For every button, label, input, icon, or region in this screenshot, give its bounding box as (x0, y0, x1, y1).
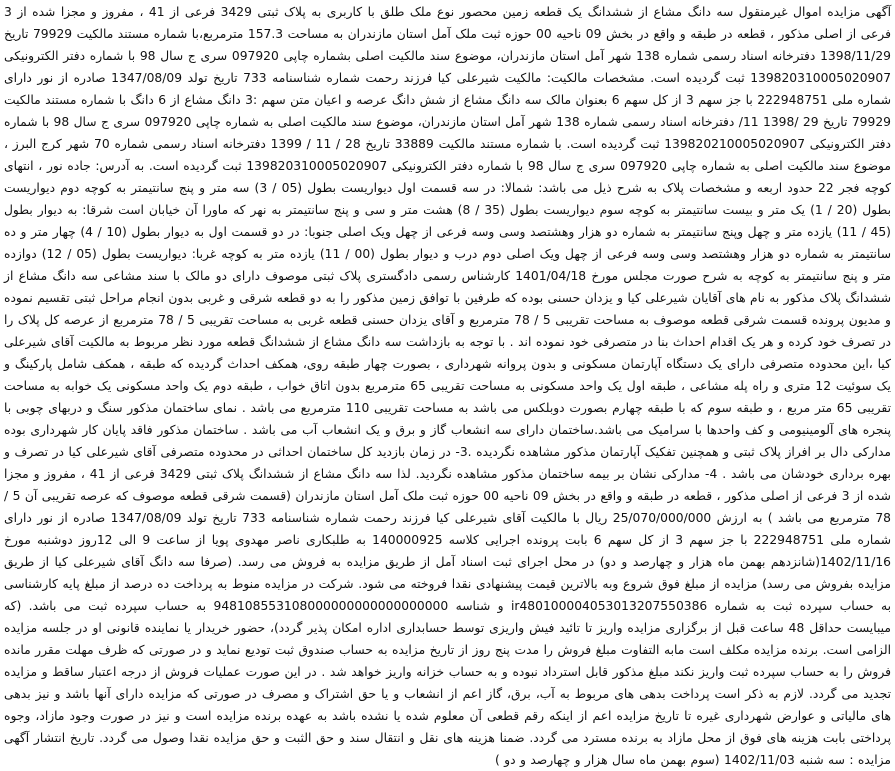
auction-notice-text: آگهی مزایده اموال غیرمنقول سه دانگ مشاع از ششدانگ یک قطعه زمین محصور نوع ملک طلق با کاربری به پلاک ثبتی 3429 فرعی از 41 ، مفروز و مجزا شده از 3 فرعی از اصلی مذکور ، قطعه در طبقه و واقع در بخش 09 ناحیه 00 حوزه ثبت ملک آمل استان مازندران به مساحت 157.3 مترمربع،با شماره مستند مالکیت 79929 تاریخ 1398/11/29 دفترخانه اسناد رسمی شماره 138 شهر آمل استان مازندران، موضوع سند مالکیت اصلی بشماره چاپی 097920 سری ج سال 98 با شماره دفتر الکترونیکی 139820310005020907 ثبت گردیده است. مشخصات مالکیت: مالکیت شیرعلی کیا فرزند رحمت شماره شناسنامه 733 تاریخ تولد 1347/08/09 صادره از نور دارای شماره ملی 222948751 با جز سهم 3 از کل سهم 6 بعنوان مالک سه دانگ مشاع از شش دانگ عرصه و اعیان متن سهم :3 دانگ مشاع از 6 دانگ با شماره مستند مالکیت 79929 تاریخ 29 /1398 11/ دفترخانه اسناد رسمی شماره 138 شهر آمل استان مازندران، موضوع سند مالکیت اصلی به شماره چاپی 097920 سری ج سال 98 با شماره دفتر الکترونیکی 139820210005020907 ثبت گردیده است. با شماره مستند مالکیت 33889 تاریخ 28 / 11 / 1399 دفترخانه اسناد رسمی شماره 70 شهر کرج البرز ، موضوع سند مالکیت اصلی به شماره چاپی 097920 سری ج سال 98 با شماره دفتر الکترونیکی 139820310005020907 ثبت گردیده است. به آدرس: جاده نور ، انتهای کوچه فجر 22 حدود اربعه و مشخصات پلاک به شرح ذیل می باشد: شمالا: در سه قسمت اول دیواریست بطول (05 / 3) سه متر و پنج سانتیمتر به کوچه دوم دیواریست بطول (20 / 1) یک متر و بیست سانتیمتر به کوچه سوم دیواریست بطول (35 / 8) هشت متر و سی و پنج سانتیمتر به نهر که ماورا آن خیابان است شرقا: به دیوار بطول (45 / 11) یازده متر و چهل وپنج سانتیمتر به شماره دو هزار وهشتصد وسی وسه فرعی از چهل ویک اصلی جنوبا: در دو قسمت اول به دیوار بطول (10 / 4) چهار متر و ده سانتیمتر به شماره دو هزار وهشتصد وسی وسه فرعی از چهل ویک اصلی دوم درب و دیوار بطول (00 / 11) یازده متر به کوچه غربا: دیواریست بطول (05 / 12) دوازده متر و پنج سانتیمتر به کوچه به شرح صورت مجلس مورخ 1401/04/18 کارشناس رسمی دادگستری پلاک ثبتی موصوف دارای دو مالک با سند مشاعی سه دانگ مشاع از ششدانگ پلاک مذکور به نام های آقایان شیرعلی کیا و یزدان حسنی بوده که طرفین با توافق زمین مذکور را به دو قطعه شرقی و غربی بدون انجام مراحل ثبتی تقسیم نموده و مدیون پرونده قسمت شرقی قطعه موصوف به مساحت تقریبی 5 / 78 مترمربع و آقای یزدان حسنی قطعه غربی به مساحت تقریبی 5 / 78 مترمربع از عرصه کل پلاک را در تصرف خود کرده و هر یک اقدام احداث بنا در متصرفی خود نموده اند . با توجه به بازداشت سه دانگ مشاع از ششدانگ قطعه مورد نظر مربوط به مالکیت آقای شیرعلی کیا ،این محدوده متصرفی دارای یک دستگاه آپارتمان مسکونی و بدون پروانه شهرداری ، بصورت چهار طبقه روی، همکف احداث گردیده که طبقه ، همکف شامل پارکینگ و یک سوئیت 12 متری و راه پله مشاعی ، طبقه اول یک واحد مسکونی به مساحت تقریبی 65 مترمربع بدون اتاق خواب ، طبقه دوم یک واحد مسکونی یک خوابه به مساحت تقریبی 65 متر مربع ، و طبقه سوم که با طبقه چهارم بصورت دوبلکس می باشد به مساحت تقریبی 110 مترمربع می باشد . نمای ساختمان مذکور سنگ و دربهای چوبی با پنجره های آلومینیومی و کف واحدها با سرامیک می باشد.ساختمان دارای سه انشعاب گاز و برق و یک انشعاب آب می باشد . ساختمان مذکور فاقد پایان کار شهرداری بوده مدارکی دال بر افراز پلاک ثبتی و همچنین تفکیک آپارتمان مذکور مشاهده نگردیده .3- در زمان بازدید کل ساختمان احداثی در محدوده متصرفی آقای شیرعلی کیا در تصرف و بهره برداری خودشان می باشد . 4- مدارکی نشان بر بیمه ساختمان مذکور مشاهده نگردید. لذا سه دانگ مشاع از ششدانگ پلاک ثبتی 3429 فرعی از 41 ، مفروز و مجزا شده از 3 فرعی از اصلی مذکور ، قطعه در طبقه و واقع در بخش 09 ناحیه 00 حوزه ثبت ملک آمل استان مازندران (قسمت شرقی قطعه موصوف که عرصه تقریبی آن 5 / 78 مترمربع می باشد ) به ارزش 25/070/000/000 ریال با مالکیت آقای شیرعلی کیا فرزند رحمت شماره شناسنامه 733 تاریخ تولد 1347/08/09 صادره از نور دارای شماره ملی 222948751 با جز سهم 3 از کل سهم 6 بابت پرونده اجرایی کلاسه 140000925 به طلبکاری ناصر مهدوی پویا از ساعت 9 الی 12روز دوشنبه مورخ 1402/11/16(شانزدهم بهمن ماه هزار و چهارصد و دو) در محل اجرای ثبت اسناد آمل از طریق مزایده به فروش می رسد. (صرفا سه دانگ آقای شیرعلی کیا از طریق مزایده بفروش می رسد) مزایده از مبلغ فوق شروع وبه بالاترین قیمت پیشنهادی نقدا فروخته می شود. شرکت در مزایده منوط به پرداخت ده درصد از مبلغ پایه کارشناسی به حساب سپرده ثبت به شماره ir480100004053013207550386 و شناسه 948108553108000000000000000000 به حساب سپرده ثبت می باشد. (که میبایست حداقل 48 ساعت قبل از برگزاری مزایده واریز تا تائید فیش واریزی توسط حسابداری اداره امکان پذیر گردد)، حضور خریدار یا نماینده قانونی او در جلسه مزایده الزامی است. برنده مزایده مکلف است مابه التفاوت مبلغ فروش را مدت پنج روز از تاریخ مزایده به حساب صندوق ثبت تودیع نماید و در صورتی که ظرف مهلت مقرر مانده فروش را به حساب سپرده ثبت واریز نکند مبلغ مذکور قابل استرداد نبوده و به حساب خزانه واریز خواهد شد . در این صورت عملیات فروش از درجه اعتبار ساقط و مزایده تجدید می گردد. لازم به ذکر است پرداخت بدهی های مربوط به آب، برق، گاز اعم از انشعاب و یا حق اشتراک و مصرف در صورتی که مزایده دارای آنها باشد و نیز بدهی های مالیاتی و عوارض شهرداری غیره تا تاریخ مزایده اعم از اینکه رقم قطعی آن معلوم شده یا نشده باشد به عهده برنده مزایده است و نیز در صورت وجود مازاد، وجوه پرداختی بابت هزینه های فوق از محل مازاد به برنده مسترد می گردد. ضمنا هزینه های نقل و انتقال سند و حق الثبت و حق مزایده نقدا وصول می گردد. تاریخ انتشار آگهی مزایده : سه شنبه 1402/11/03 (سوم بهمن ماه سال هزار و چهارصد و دو ) (4, 5, 892, 767)
